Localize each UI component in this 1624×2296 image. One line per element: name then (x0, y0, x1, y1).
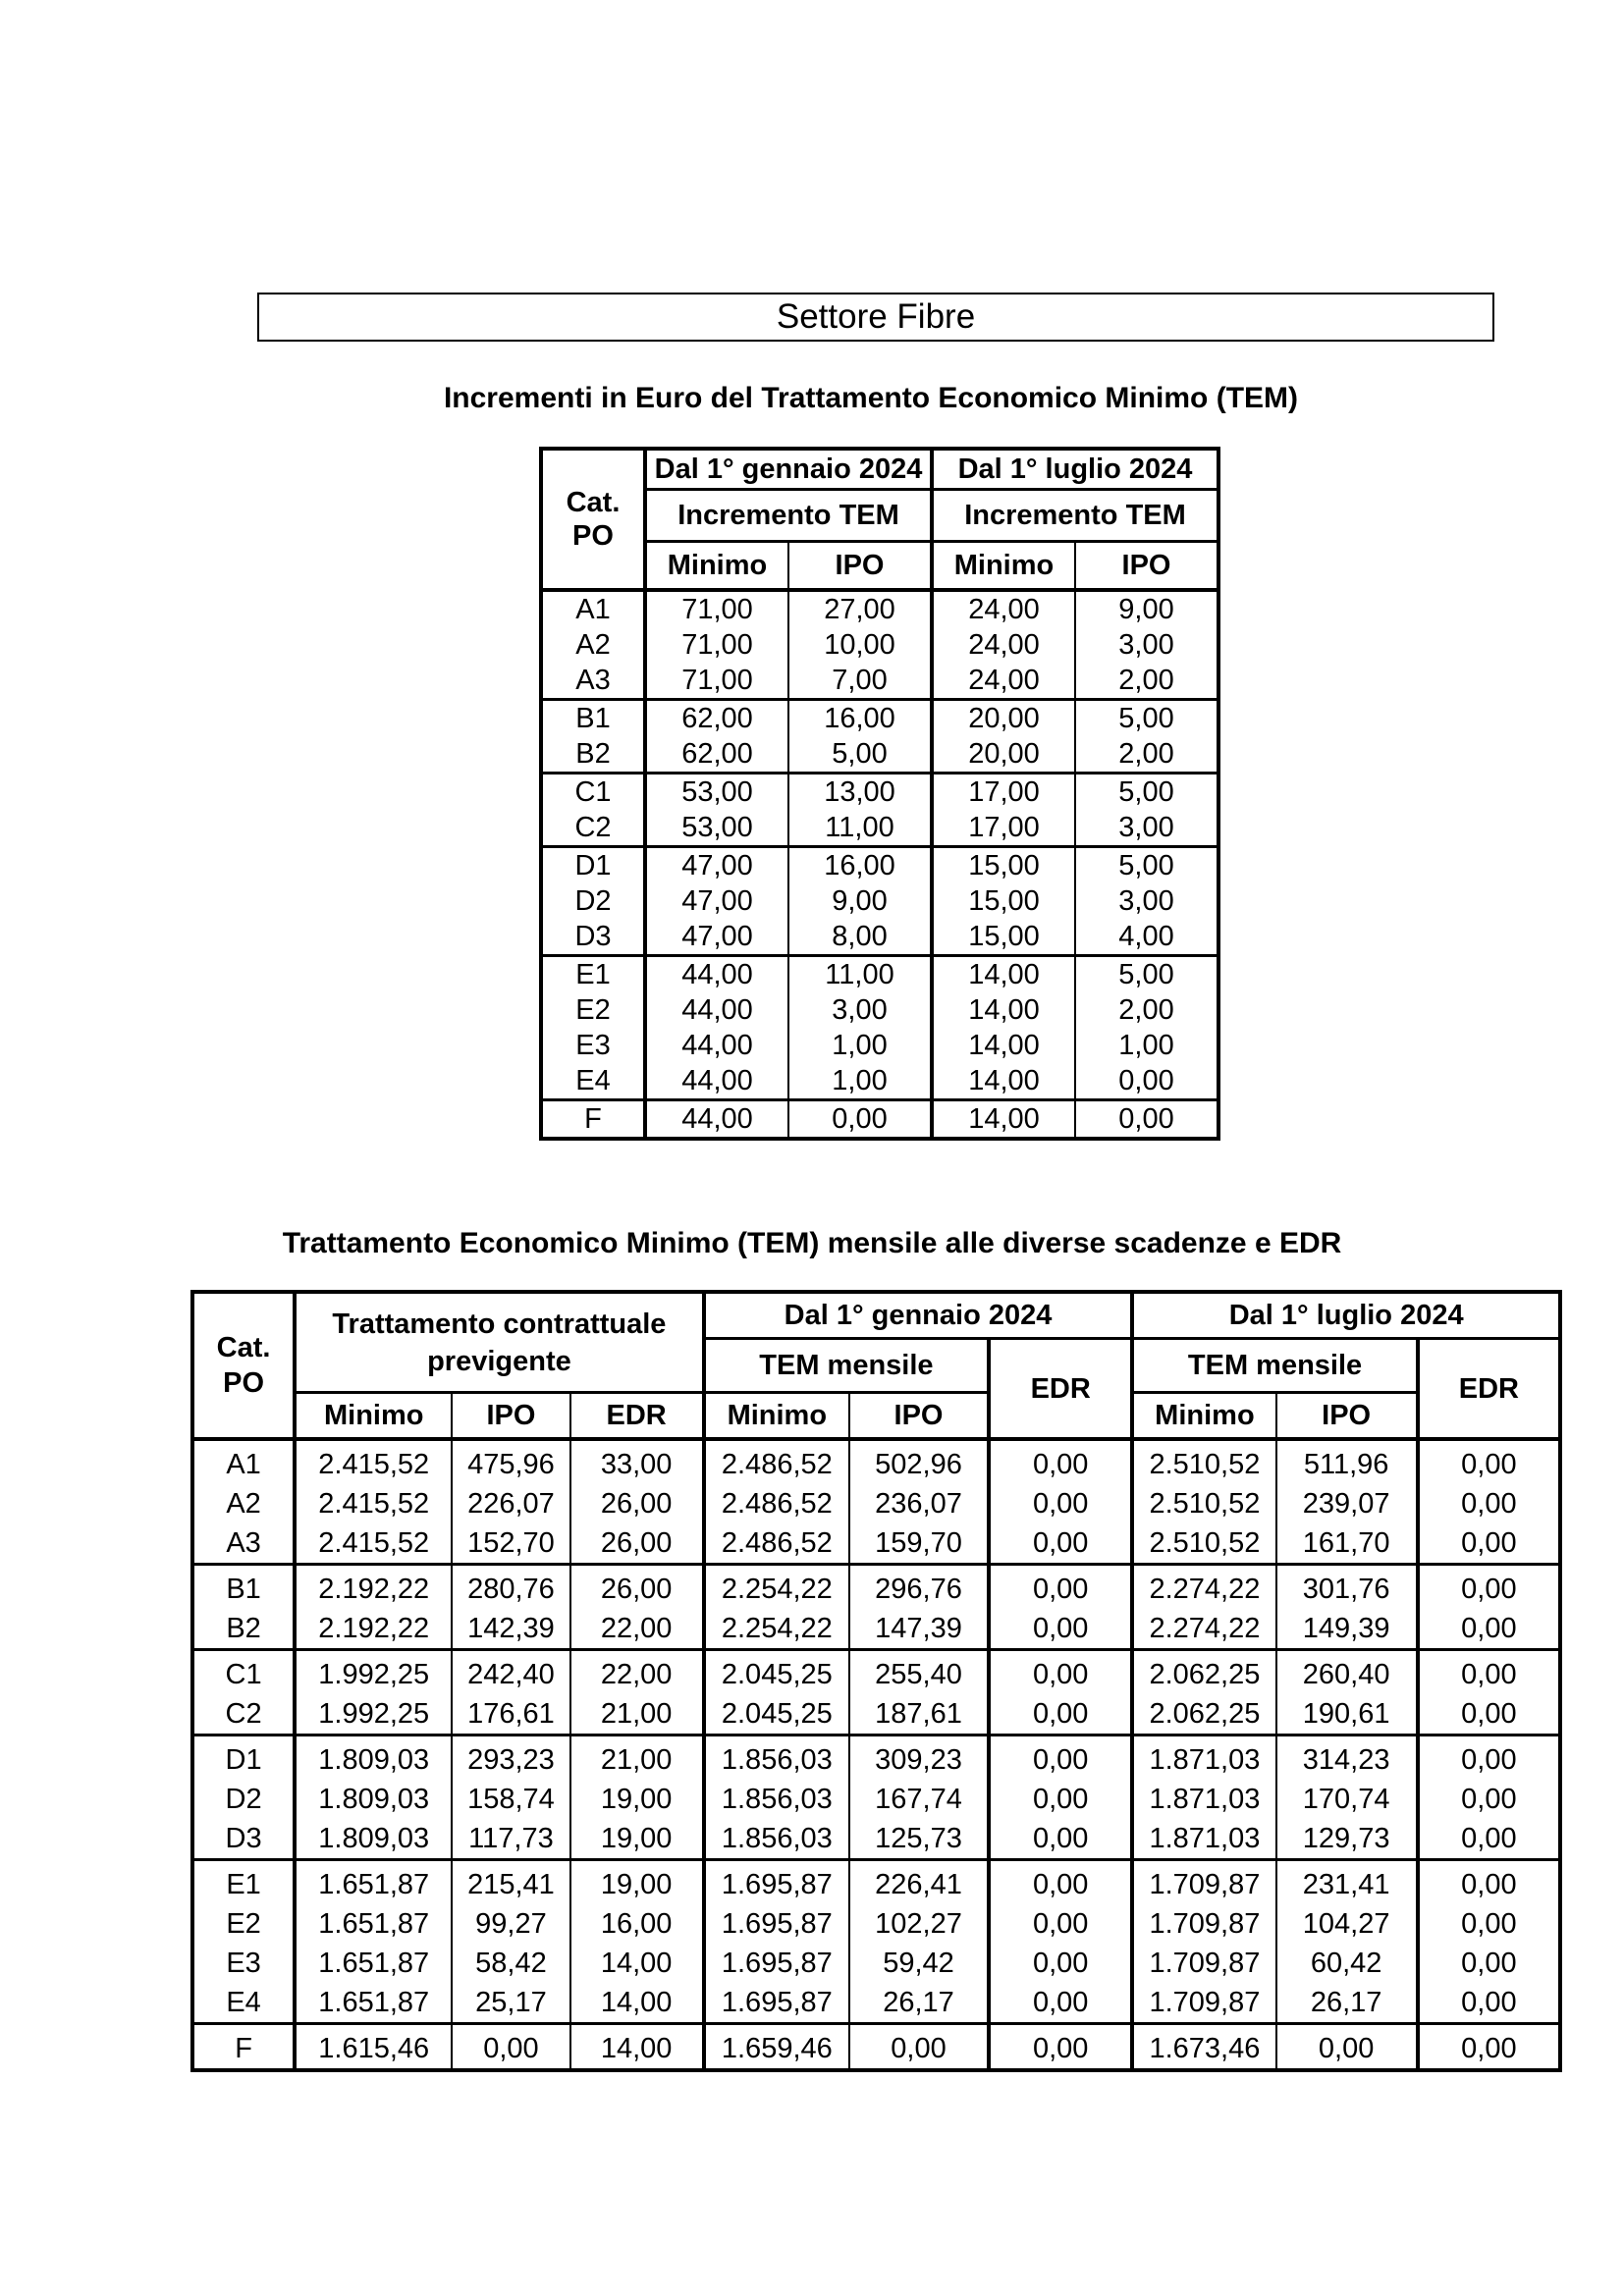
value-cell: 2.510,52 (1132, 1439, 1275, 1484)
value-cell: 309,23 (849, 1735, 989, 1781)
value-cell: 5,00 (1075, 774, 1218, 811)
table-row (192, 1523, 1560, 1565)
tem-mensile-header-1: TEM mensile (704, 1339, 989, 1393)
value-cell: 1,00 (788, 1063, 932, 1100)
value-cell: 1.856,03 (704, 1780, 849, 1819)
value-cell: 2.486,52 (704, 1523, 849, 1565)
value-cell: 1.809,03 (295, 1780, 452, 1819)
cat-cell: A2 (575, 629, 611, 661)
value-cell: 0,00 (989, 1523, 1132, 1565)
value-cell: 511,96 (1276, 1439, 1418, 1484)
table-row (541, 736, 1218, 774)
table-row (541, 956, 1218, 993)
value-cell: 0,00 (989, 1650, 1132, 1695)
table-row (541, 1028, 1218, 1063)
cat-cell: D2 (574, 885, 612, 917)
table1-title: Incrementi in Euro del Trattamento Economico Minimo (TEM) (443, 382, 1299, 414)
value-cell: 4,00 (1075, 919, 1218, 956)
cat-cell: E2 (226, 1908, 261, 1940)
increment-header-1: Incremento TEM (645, 490, 932, 542)
value-cell: 2.274,22 (1132, 1565, 1275, 1610)
value-cell: 14,00 (932, 992, 1075, 1028)
value-cell: 5,00 (1075, 847, 1218, 884)
value-cell: 0,00 (1418, 1523, 1560, 1565)
value-cell: 0,00 (989, 1439, 1132, 1484)
table-row (541, 847, 1218, 884)
cat-cell: E3 (575, 1030, 611, 1061)
value-cell: 44,00 (645, 992, 788, 1028)
col-ipo: IPO (1276, 1393, 1418, 1440)
table2-body (192, 1439, 1560, 2070)
value-cell: 1.651,87 (295, 1944, 452, 1983)
value-cell: 502,96 (849, 1439, 989, 1484)
value-cell: 53,00 (645, 774, 788, 811)
value-cell: 99,27 (452, 1904, 569, 1944)
value-cell: 0,00 (989, 1565, 1132, 1610)
value-cell: 14,00 (932, 1028, 1075, 1063)
value-cell: 58,42 (452, 1944, 569, 1983)
value-cell: 47,00 (645, 847, 788, 884)
value-cell: 2.486,52 (704, 1439, 849, 1484)
cat-cell: C1 (574, 776, 612, 808)
value-cell: 0,00 (1418, 1565, 1560, 1610)
value-cell: 16,00 (570, 1904, 704, 1944)
cat-cell: E1 (226, 1869, 261, 1900)
table-row (192, 1609, 1560, 1650)
value-cell: 14,00 (570, 1983, 704, 2024)
value-cell: 1.992,25 (295, 1650, 452, 1695)
value-cell: 152,70 (452, 1523, 569, 1565)
table-row (192, 1819, 1560, 1860)
value-cell: 14,00 (570, 1944, 704, 1983)
value-cell: 62,00 (645, 736, 788, 774)
value-cell: 5,00 (1075, 956, 1218, 993)
table2-title: Trattamento Economico Minimo (TEM) mensile alle diverse scadenze e EDR (282, 1227, 1342, 1259)
value-cell: 2.510,52 (1132, 1484, 1275, 1523)
table-row (541, 590, 1218, 627)
cat-cell: F (584, 1103, 602, 1135)
cat-header: Cat. PO (192, 1292, 295, 1439)
value-cell: 161,70 (1276, 1523, 1418, 1565)
table-row (541, 992, 1218, 1028)
cat-cell: E2 (575, 994, 611, 1026)
value-cell: 0,00 (989, 1694, 1132, 1735)
value-cell: 301,76 (1276, 1565, 1418, 1610)
value-cell: 8,00 (788, 919, 932, 956)
value-cell: 16,00 (788, 700, 932, 737)
value-cell: 1.651,87 (295, 1860, 452, 1905)
value-cell: 2.415,52 (295, 1484, 452, 1523)
value-cell: 125,73 (849, 1819, 989, 1860)
value-cell: 47,00 (645, 883, 788, 919)
value-cell: 14,00 (570, 2024, 704, 2071)
value-cell: 16,00 (788, 847, 932, 884)
value-cell: 15,00 (932, 919, 1075, 956)
value-cell: 1.695,87 (704, 1904, 849, 1944)
value-cell: 5,00 (1075, 700, 1218, 737)
col-ipo: IPO (849, 1393, 989, 1440)
value-cell: 1.695,87 (704, 1944, 849, 1983)
cat-cell: C2 (541, 810, 645, 847)
value-cell: 19,00 (570, 1819, 704, 1860)
table-row (192, 1694, 1560, 1735)
value-cell: 44,00 (645, 1063, 788, 1100)
value-cell: 44,00 (645, 1028, 788, 1063)
tem-monthly-table (190, 1290, 1562, 2072)
cat-cell: A3 (541, 663, 645, 700)
value-cell: 62,00 (645, 700, 788, 737)
table-row (541, 883, 1218, 919)
value-cell: 20,00 (932, 700, 1075, 737)
value-cell: 2.192,22 (295, 1565, 452, 1610)
table-row (541, 1100, 1218, 1140)
col-edr: EDR (570, 1393, 704, 1440)
value-cell: 0,00 (1418, 1439, 1560, 1484)
table1-body (541, 590, 1218, 1139)
value-cell: 226,41 (849, 1860, 989, 1905)
value-cell: 1,00 (788, 1028, 932, 1063)
value-cell: 0,00 (1418, 2024, 1560, 2071)
sector-title: Settore Fibre (776, 297, 976, 336)
value-cell: 1.871,03 (1132, 1780, 1275, 1819)
table-row (541, 663, 1218, 700)
value-cell: 2,00 (1075, 736, 1218, 774)
cat-cell: D3 (541, 919, 645, 956)
table-row (541, 627, 1218, 663)
value-cell: 170,74 (1276, 1780, 1418, 1819)
value-cell: 1.809,03 (295, 1819, 452, 1860)
cat-cell: E4 (192, 1983, 295, 2024)
value-cell: 260,40 (1276, 1650, 1418, 1695)
value-cell: 1.709,87 (1132, 1944, 1275, 1983)
col-ipo: IPO (788, 542, 932, 591)
value-cell: 0,00 (989, 1735, 1132, 1781)
value-cell: 0,00 (989, 1944, 1132, 1983)
table-row (192, 1983, 1560, 2024)
cat-cell: A2 (226, 1488, 261, 1520)
value-cell: 0,00 (788, 1100, 932, 1140)
value-cell: 26,00 (570, 1565, 704, 1610)
cat-cell: E1 (575, 959, 611, 990)
value-cell: 117,73 (452, 1819, 569, 1860)
value-cell: 104,27 (1276, 1904, 1418, 1944)
value-cell: 0,00 (989, 1484, 1132, 1523)
cat-cell: D1 (574, 850, 612, 881)
cat-cell: A1 (226, 1449, 261, 1480)
value-cell: 142,39 (452, 1609, 569, 1650)
table-row (192, 1565, 1560, 1610)
value-cell: 19,00 (570, 1860, 704, 1905)
value-cell: 3,00 (788, 992, 932, 1028)
value-cell: 0,00 (989, 2024, 1132, 2071)
value-cell: 24,00 (932, 663, 1075, 700)
value-cell: 0,00 (1418, 1780, 1560, 1819)
value-cell: 1.673,46 (1132, 2024, 1275, 2071)
value-cell: 7,00 (788, 663, 932, 700)
value-cell: 2.254,22 (704, 1565, 849, 1610)
value-cell: 11,00 (788, 956, 932, 993)
value-cell: 0,00 (1418, 1819, 1560, 1860)
cat-cell: C1 (225, 1659, 262, 1690)
value-cell: 2.062,25 (1132, 1694, 1275, 1735)
value-cell: 102,27 (849, 1904, 989, 1944)
value-cell: 0,00 (1418, 1983, 1560, 2024)
value-cell: 0,00 (1418, 1860, 1560, 1905)
table-row (541, 919, 1218, 956)
value-cell: 1.871,03 (1132, 1735, 1275, 1781)
value-cell: 0,00 (1276, 2024, 1418, 2071)
table-row (192, 1650, 1560, 1695)
value-cell: 1.651,87 (295, 1904, 452, 1944)
table-row (541, 700, 1218, 737)
table-row (192, 1735, 1560, 1781)
value-cell: 9,00 (1075, 590, 1218, 627)
value-cell: 22,00 (570, 1650, 704, 1695)
value-cell: 1.615,46 (295, 2024, 452, 2071)
period1-header: Dal 1° gennaio 2024 (704, 1292, 1133, 1339)
value-cell: 0,00 (1075, 1063, 1218, 1100)
value-cell: 71,00 (645, 590, 788, 627)
value-cell: 53,00 (645, 810, 788, 847)
value-cell: 3,00 (1075, 810, 1218, 847)
value-cell: 27,00 (788, 590, 932, 627)
value-cell: 26,17 (849, 1983, 989, 2024)
value-cell: 1.809,03 (295, 1735, 452, 1781)
cat-cell: B2 (192, 1609, 295, 1650)
value-cell: 0,00 (1418, 1735, 1560, 1781)
cat-cell: E3 (226, 1948, 261, 1979)
value-cell: 15,00 (932, 847, 1075, 884)
value-cell: 0,00 (1418, 1484, 1560, 1523)
value-cell: 147,39 (849, 1609, 989, 1650)
value-cell: 26,00 (570, 1484, 704, 1523)
col-ipo: IPO (1075, 542, 1218, 591)
value-cell: 9,00 (788, 883, 932, 919)
value-cell: 0,00 (1075, 1100, 1218, 1140)
value-cell: 3,00 (1075, 627, 1218, 663)
value-cell: 231,41 (1276, 1860, 1418, 1905)
value-cell: 242,40 (452, 1650, 569, 1695)
period2-header: Dal 1° luglio 2024 (1132, 1292, 1560, 1339)
value-cell: 236,07 (849, 1484, 989, 1523)
value-cell: 0,00 (989, 1609, 1132, 1650)
value-cell: 22,00 (570, 1609, 704, 1650)
value-cell: 0,00 (1418, 1694, 1560, 1735)
table-row (192, 1860, 1560, 1905)
value-cell: 19,00 (570, 1780, 704, 1819)
value-cell: 24,00 (932, 590, 1075, 627)
value-cell: 314,23 (1276, 1735, 1418, 1781)
value-cell: 1.695,87 (704, 1860, 849, 1905)
value-cell: 1.659,46 (704, 2024, 849, 2071)
tem-mensile-header-2: TEM mensile (1132, 1339, 1417, 1393)
cat-cell: E4 (541, 1063, 645, 1100)
value-cell: 20,00 (932, 736, 1075, 774)
value-cell: 2.254,22 (704, 1609, 849, 1650)
value-cell: 2.274,22 (1132, 1609, 1275, 1650)
value-cell: 15,00 (932, 883, 1075, 919)
value-cell: 0,00 (989, 1780, 1132, 1819)
cat-cell: B1 (226, 1574, 261, 1605)
value-cell: 21,00 (570, 1694, 704, 1735)
value-cell: 0,00 (452, 2024, 569, 2071)
table-row (192, 1944, 1560, 1983)
value-cell: 17,00 (932, 774, 1075, 811)
tem-increments-table (539, 447, 1220, 1141)
value-cell: 21,00 (570, 1735, 704, 1781)
cat-cell: C2 (192, 1694, 295, 1735)
value-cell: 255,40 (849, 1650, 989, 1695)
value-cell: 0,00 (989, 1904, 1132, 1944)
value-cell: 190,61 (1276, 1694, 1418, 1735)
value-cell: 71,00 (645, 663, 788, 700)
value-cell: 1.709,87 (1132, 1904, 1275, 1944)
value-cell: 176,61 (452, 1694, 569, 1735)
value-cell: 475,96 (452, 1439, 569, 1484)
value-cell: 1.856,03 (704, 1735, 849, 1781)
value-cell: 0,00 (989, 1860, 1132, 1905)
value-cell: 1.856,03 (704, 1819, 849, 1860)
value-cell: 1,00 (1075, 1028, 1218, 1063)
value-cell: 149,39 (1276, 1609, 1418, 1650)
value-cell: 25,17 (452, 1983, 569, 2024)
value-cell: 13,00 (788, 774, 932, 811)
value-cell: 296,76 (849, 1565, 989, 1610)
value-cell: 187,61 (849, 1694, 989, 1735)
value-cell: 1.992,25 (295, 1694, 452, 1735)
value-cell: 71,00 (645, 627, 788, 663)
value-cell: 2.415,52 (295, 1523, 452, 1565)
value-cell: 167,74 (849, 1780, 989, 1819)
value-cell: 47,00 (645, 919, 788, 956)
value-cell: 0,00 (849, 2024, 989, 2071)
value-cell: 2.045,25 (704, 1694, 849, 1735)
value-cell: 33,00 (570, 1439, 704, 1484)
value-cell: 239,07 (1276, 1484, 1418, 1523)
col-minimo: Minimo (645, 542, 788, 591)
value-cell: 2.062,25 (1132, 1650, 1275, 1695)
col-minimo: Minimo (704, 1393, 849, 1440)
edr-header-2: EDR (1418, 1339, 1560, 1440)
value-cell: 0,00 (1418, 1944, 1560, 1983)
value-cell: 1.709,87 (1132, 1860, 1275, 1905)
value-cell: 0,00 (1418, 1609, 1560, 1650)
value-cell: 14,00 (932, 1063, 1075, 1100)
value-cell: 0,00 (1418, 1650, 1560, 1695)
table-row (192, 1439, 1560, 1484)
value-cell: 2,00 (1075, 663, 1218, 700)
edr-header-1: EDR (989, 1339, 1132, 1440)
value-cell: 10,00 (788, 627, 932, 663)
value-cell: 44,00 (645, 956, 788, 993)
value-cell: 0,00 (1418, 1904, 1560, 1944)
value-cell: 14,00 (932, 1100, 1075, 1140)
value-cell: 2,00 (1075, 992, 1218, 1028)
value-cell: 226,07 (452, 1484, 569, 1523)
value-cell: 280,76 (452, 1565, 569, 1610)
value-cell: 215,41 (452, 1860, 569, 1905)
value-cell: 2.486,52 (704, 1484, 849, 1523)
value-cell: 129,73 (1276, 1819, 1418, 1860)
cat-cell: D3 (192, 1819, 295, 1860)
sector-title-box (257, 293, 1494, 342)
value-cell: 293,23 (452, 1735, 569, 1781)
value-cell: 2.045,25 (704, 1650, 849, 1695)
col-ipo: IPO (452, 1393, 569, 1440)
cat-cell: A3 (192, 1523, 295, 1565)
value-cell: 158,74 (452, 1780, 569, 1819)
value-cell: 17,00 (932, 810, 1075, 847)
value-cell: 24,00 (932, 627, 1075, 663)
value-cell: 1.871,03 (1132, 1819, 1275, 1860)
col-minimo: Minimo (932, 542, 1075, 591)
value-cell: 2.192,22 (295, 1609, 452, 1650)
value-cell: 26,00 (570, 1523, 704, 1565)
cat-cell: A1 (575, 594, 611, 625)
table-row (192, 1780, 1560, 1819)
cat-cell: F (235, 2033, 252, 2064)
table-row (541, 1063, 1218, 1100)
table-row (192, 2024, 1560, 2071)
value-cell: 59,42 (849, 1944, 989, 1983)
cat-cell: B1 (575, 703, 611, 734)
cat-cell: B2 (541, 736, 645, 774)
prev-header: Trattamento contrattuale previgente (295, 1292, 704, 1393)
cat-header: Cat. PO (541, 449, 645, 590)
value-cell: 159,70 (849, 1523, 989, 1565)
value-cell: 26,17 (1276, 1983, 1418, 2024)
value-cell: 5,00 (788, 736, 932, 774)
period1-header: Dal 1° gennaio 2024 (645, 449, 932, 490)
value-cell: 60,42 (1276, 1944, 1418, 1983)
cat-cell: D1 (225, 1744, 262, 1776)
value-cell: 44,00 (645, 1100, 788, 1140)
value-cell: 1.695,87 (704, 1983, 849, 2024)
value-cell: 1.709,87 (1132, 1983, 1275, 2024)
increment-header-2: Incremento TEM (932, 490, 1218, 542)
value-cell: 3,00 (1075, 883, 1218, 919)
value-cell: 14,00 (932, 956, 1075, 993)
period2-header: Dal 1° luglio 2024 (932, 449, 1218, 490)
table-row (541, 774, 1218, 811)
col-minimo: Minimo (1132, 1393, 1275, 1440)
cat-cell: D2 (225, 1784, 262, 1815)
value-cell: 0,00 (989, 1983, 1132, 2024)
value-cell: 11,00 (788, 810, 932, 847)
value-cell: 2.510,52 (1132, 1523, 1275, 1565)
value-cell: 2.415,52 (295, 1439, 452, 1484)
value-cell: 0,00 (989, 1819, 1132, 1860)
table-row (192, 1484, 1560, 1523)
table-row (541, 810, 1218, 847)
col-minimo: Minimo (295, 1393, 452, 1440)
table-row (192, 1904, 1560, 1944)
value-cell: 1.651,87 (295, 1983, 452, 2024)
